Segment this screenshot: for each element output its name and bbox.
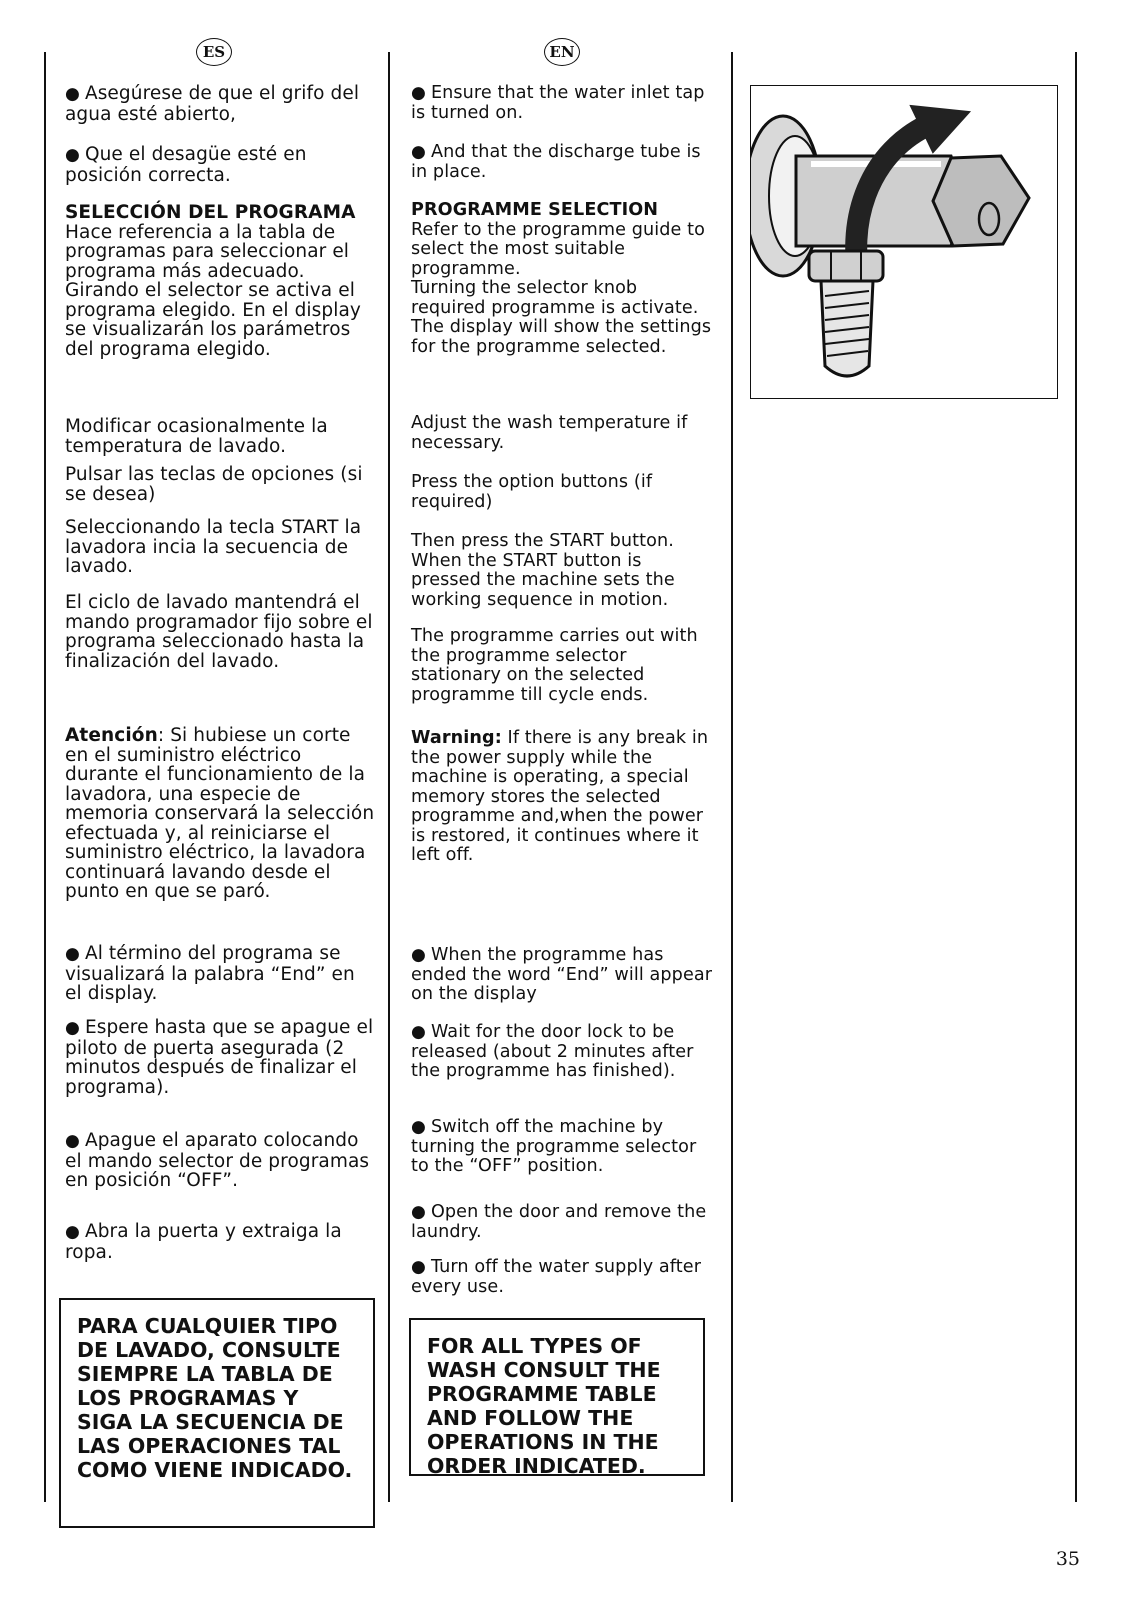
- es-programme-selection: [65, 203, 377, 359]
- es-temperature-text: Modificar ocasionalmente la temperatura de lavado.: [65, 416, 328, 457]
- en-notice-box: FOR ALL TYPES OF WASH CONSULT THE PROGRAMME TABLE AND FOLLOW THE OPERATIONS IN THE ORDER INDICATED.: [409, 1318, 705, 1476]
- en-bullet-switch-off: ● Switch off the machine by turning the programme selector to the “OFF” position.: [411, 1118, 716, 1177]
- es-warning-label: Atención: [65, 725, 158, 746]
- es-programme-selection-text-2: Girando el selector se activa el programa elegido. En el display se visualizarán los parámetros del programa elegido.: [65, 280, 361, 360]
- en-bullet-door-lock: ● Wait for the door lock to be released (about 2 minutes after the programme has finished).: [411, 1023, 716, 1082]
- column-rule-left: [44, 52, 46, 1502]
- en-options-text: Press the option buttons (if required): [411, 472, 653, 512]
- en-cycle-text: The programme carries out with the programme selector stationary on the selected programme till cycle ends.: [411, 626, 698, 705]
- en-temperature-text: Adjust the wash temperature if necessary.: [411, 413, 688, 453]
- en-bullet-water-supply-off: ● Turn off the water supply after every use.: [411, 1258, 716, 1297]
- en-warning-label: Warning:: [411, 728, 502, 748]
- column-rule-center: [388, 52, 390, 1502]
- en-bullet-remove-laundry: ● Open the door and remove the laundry.: [411, 1203, 716, 1242]
- en-programme-selection-text-3: The display will show the settings for the programme selected.: [411, 317, 712, 357]
- en-programme-selection-text-2: Turning the selector knob required programme is activate.: [411, 278, 699, 318]
- tap-handle-shape: [933, 156, 1029, 246]
- page-number: 35: [1055, 1548, 1080, 1570]
- en-programme-selection: [411, 201, 716, 357]
- tap-drawing: [751, 86, 1057, 398]
- es-programme-selection-heading: SELECCIÓN DEL PROGRAMA: [65, 202, 356, 223]
- es-programme-selection-text: Hace referencia a la tabla de programas para seleccionar el programa más adecuado.: [65, 221, 350, 282]
- es-bullet-drain-position: ● Que el desagüe esté en posición correcta.: [65, 145, 377, 185]
- es-cycle-text: El ciclo de lavado mantendrá el mando programador fijo sobre el programa seleccionado hasta la finalización del lavado.: [65, 592, 373, 672]
- language-badge-es: ES: [196, 38, 232, 66]
- column-rule-right-2: [1075, 52, 1077, 1502]
- en-bullet-end-display: ● When the programme has ended the word “End” will appear on the display: [411, 946, 716, 1005]
- tap-nut-shape: [809, 251, 883, 281]
- es-start-text: Seleccionando la tecla START la lavadora incia la secuencia de lavado.: [65, 517, 362, 577]
- column-rule-right-1: [731, 52, 733, 1502]
- es-bullet-door-lock: ● Espere hasta que se apague el piloto de puerta asegurada (2 minutos después de finalizar el programa).: [65, 1018, 377, 1097]
- es-notice-box: PARA CUALQUIER TIPO DE LAVADO, CONSULTE SIEMPRE LA TABLA DE LOS PROGRAMAS Y SIGA LA SECUENCIA DE LAS OPERACIONES TAL COMO VIENE INDICADO.: [59, 1298, 375, 1528]
- en-warning-paragraph: [411, 729, 716, 866]
- language-badge-en: EN: [544, 38, 580, 66]
- es-bullet-end-display: ● Al término del programa se visualizará la palabra “End” en el display.: [65, 944, 377, 1004]
- es-warning-paragraph: [65, 726, 377, 902]
- es-options-text: Pulsar las teclas de opciones (si se desea): [65, 464, 363, 505]
- en-bullet-discharge-tube: ● And that the discharge tube is in place.: [411, 143, 716, 182]
- water-tap-illustration: [750, 85, 1058, 399]
- es-bullet-tap-open: ● Asegúrese de que el grifo del agua esté abierto,: [65, 84, 377, 124]
- es-warning-text: : Si hubiese un corte en el suministro eléctrico durante el funcionamiento de la lavadora, una especie de memoria conservará la selección efectuada y, al reiniciarse el suministro eléctrico, la lavadora continuará lavando desde el punto en que se paró.: [65, 725, 375, 902]
- es-bullet-remove-laundry: ● Abra la puerta y extraiga la ropa.: [65, 1222, 377, 1262]
- en-start-text: Then press the START button. When the START button is pressed the machine sets the working sequence in motion.: [411, 531, 675, 610]
- en-programme-selection-text: Refer to the programme guide to select the most suitable programme.: [411, 219, 706, 279]
- en-warning-text: If there is any break in the power supply while the machine is operating, a special memory stores the selected programme and,when the power is restored, it continues where it left off.: [411, 728, 709, 865]
- en-bullet-tap-open: ● Ensure that the water inlet tap is turned on.: [411, 84, 716, 123]
- es-bullet-switch-off: ● Apague el aparato colocando el mando selector de programas en posición “OFF”.: [65, 1131, 377, 1191]
- en-programme-selection-heading: PROGRAMME SELECTION: [411, 200, 659, 220]
